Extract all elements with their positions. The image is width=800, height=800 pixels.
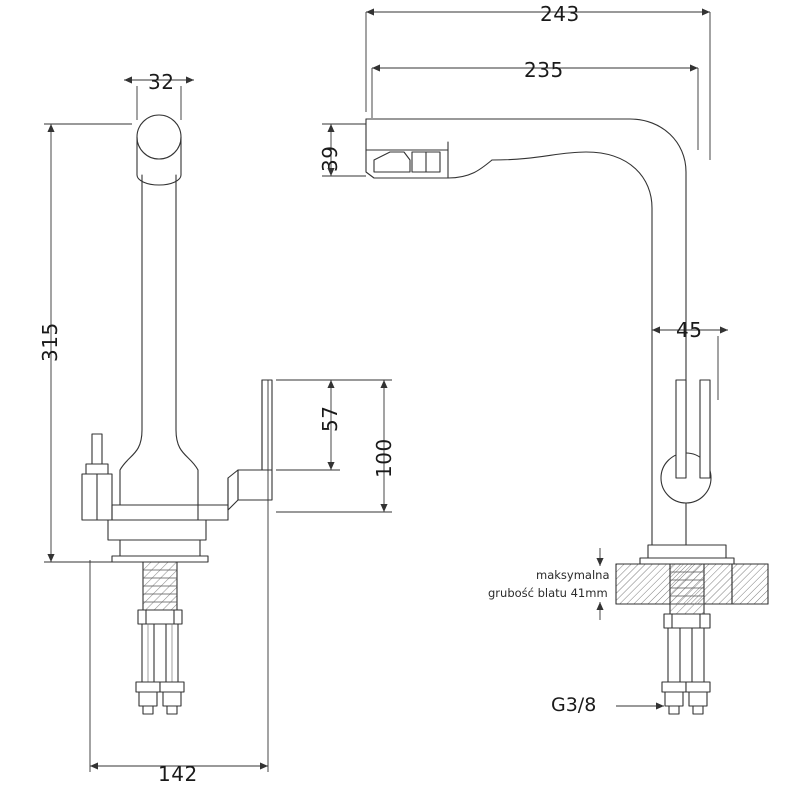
worktop-note-line2: grubość blatu 41mm	[488, 586, 608, 600]
dimension-label-39: 39	[318, 145, 342, 172]
dimension-label-243: 243	[540, 2, 580, 26]
dimension-label-142: 142	[158, 762, 198, 786]
dimension-label-32: 32	[148, 70, 175, 94]
thread-spec-label: G3/8	[551, 694, 597, 716]
dimension-label-45: 45	[676, 318, 703, 342]
dimension-label-315: 315	[38, 322, 62, 362]
dimension-label-100: 100	[372, 438, 396, 478]
dimension-label-57: 57	[318, 405, 342, 432]
dimension-label-235: 235	[524, 58, 564, 82]
worktop-note-line1: maksymalna	[536, 568, 610, 582]
